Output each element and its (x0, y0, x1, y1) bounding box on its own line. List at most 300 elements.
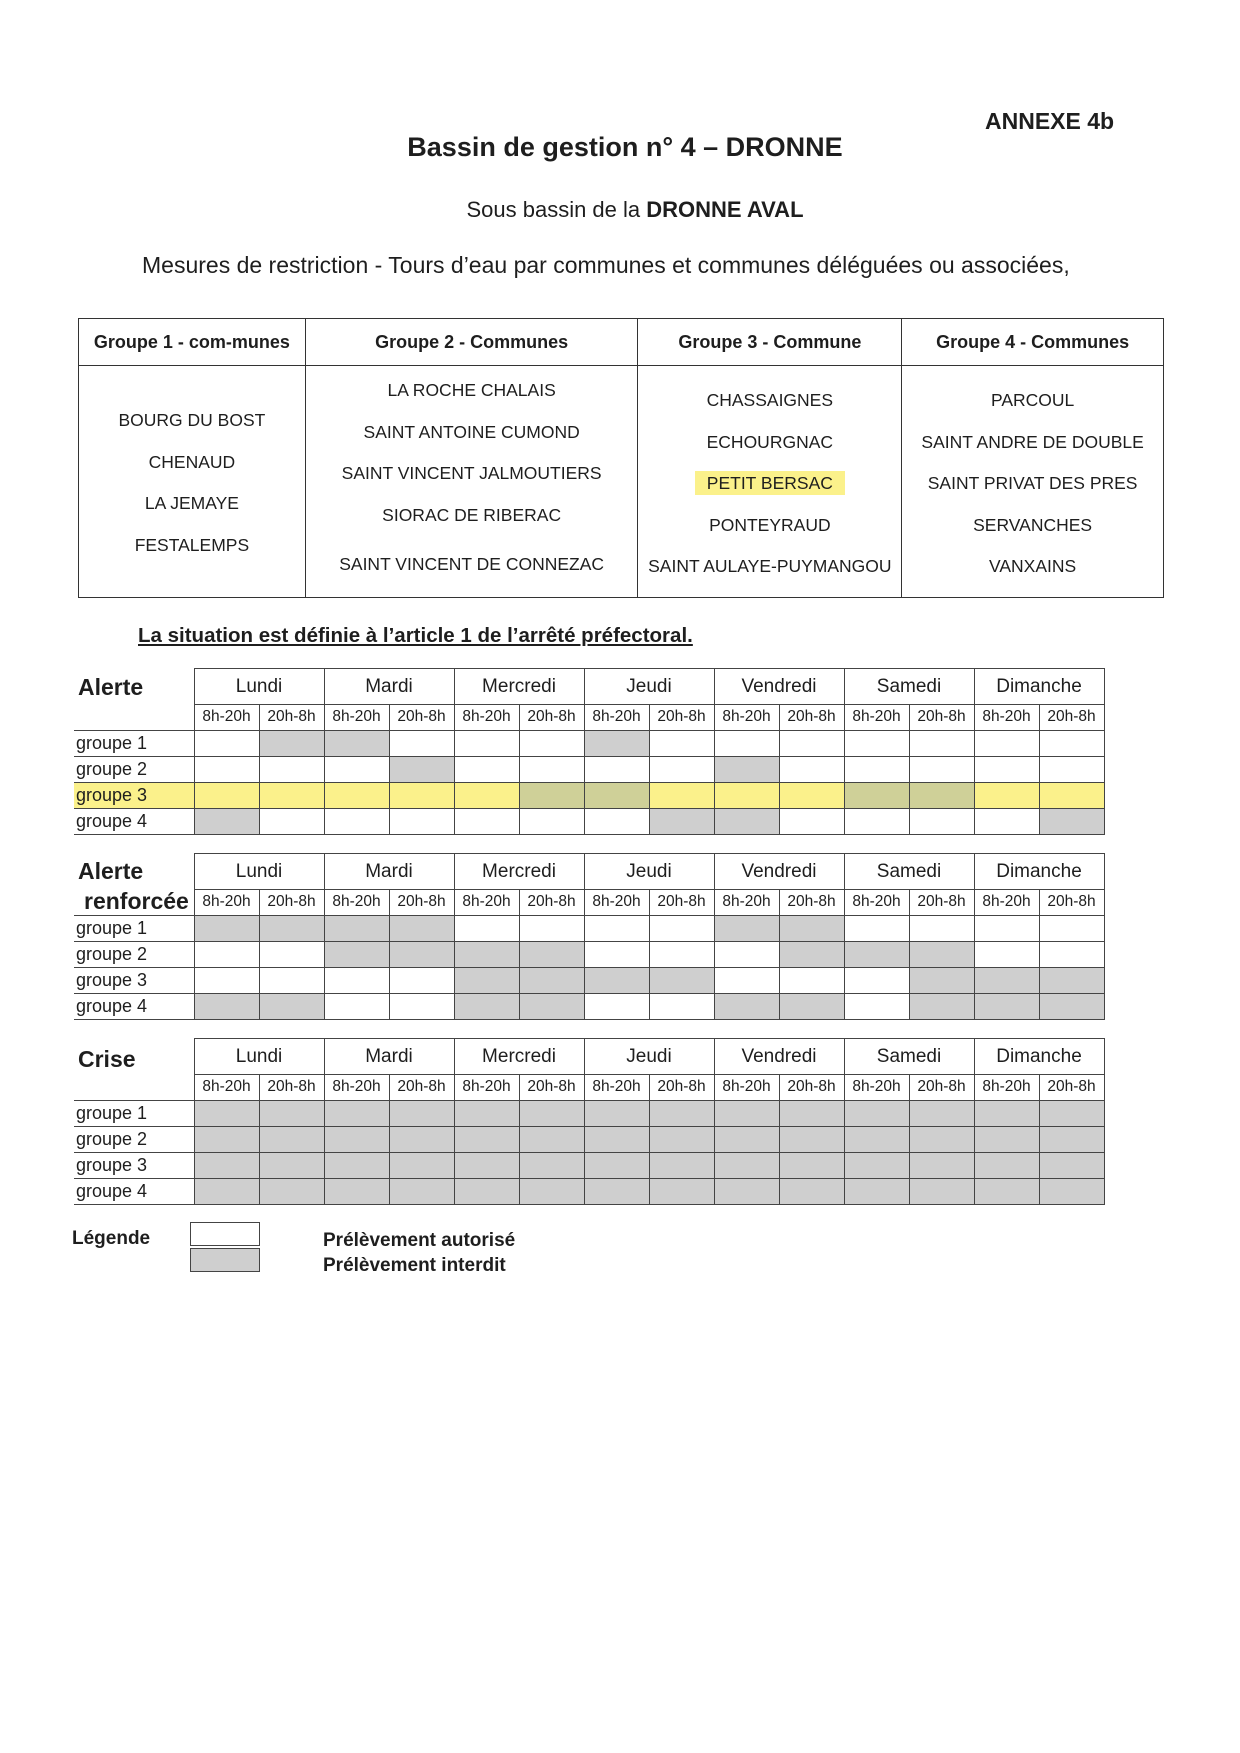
cell-allowed (714, 730, 779, 756)
cell-allowed (389, 782, 454, 808)
cell-allowed (909, 915, 974, 941)
cell-forbidden (324, 1178, 389, 1204)
cell-forbidden (519, 782, 584, 808)
commune: SERVANCHES (973, 514, 1093, 535)
cell-allowed (844, 808, 909, 834)
communes-header-1: Groupe 1 - com-munes (79, 319, 306, 366)
situation-note: La situation est définie à l’article 1 de l’arrêté préfectoral. (138, 624, 693, 647)
group-label: groupe 2 (74, 1126, 194, 1152)
communes-header-3: Groupe 3 - Commune (638, 319, 902, 366)
cell-allowed (649, 730, 714, 756)
cell-allowed (454, 782, 519, 808)
group-label: groupe 2 (74, 941, 194, 967)
group-row (74, 756, 1104, 782)
cell-forbidden (974, 1178, 1039, 1204)
cell-allowed (1039, 756, 1104, 782)
crise-schedule-table (74, 1038, 1105, 1205)
group-label: groupe 4 (74, 993, 194, 1019)
cell-allowed (519, 730, 584, 756)
cell-allowed (974, 782, 1039, 808)
slot-header: 8h-20h (194, 1075, 259, 1101)
page-title: Bassin de gestion n° 4 – DRONNE (407, 132, 843, 162)
cell-allowed (519, 915, 584, 941)
cell-allowed (454, 756, 519, 782)
cell-forbidden (519, 941, 584, 967)
cell-forbidden (779, 993, 844, 1019)
cell-forbidden (649, 1126, 714, 1152)
cell-forbidden (324, 915, 389, 941)
cell-allowed (1039, 915, 1104, 941)
blank-cell (74, 854, 194, 890)
cell-allowed (194, 967, 259, 993)
slot-header: 8h-20h (844, 1075, 909, 1101)
cell-forbidden (1039, 993, 1104, 1019)
group-row (74, 941, 1104, 967)
cell-forbidden (259, 730, 324, 756)
group-row (74, 1126, 1104, 1152)
cell-forbidden (714, 1178, 779, 1204)
commune: SAINT AULAYE-PUYMANGOU (648, 556, 892, 576)
blank-cell (74, 669, 194, 705)
cell-forbidden (909, 1100, 974, 1126)
commune: SAINT VINCENT JALMOUTIERS (341, 463, 602, 483)
cell-forbidden (909, 967, 974, 993)
cell-forbidden (779, 1126, 844, 1152)
cell-allowed (259, 782, 324, 808)
cell-forbidden (194, 1152, 259, 1178)
cell-forbidden (519, 1100, 584, 1126)
day-header: Lundi (194, 854, 324, 890)
cell-forbidden (324, 1152, 389, 1178)
cell-forbidden (974, 1152, 1039, 1178)
cell-allowed (584, 915, 649, 941)
cell-allowed (324, 967, 389, 993)
cell-forbidden (974, 1126, 1039, 1152)
commune: CHASSAIGNES (706, 390, 834, 410)
cell-allowed (519, 756, 584, 782)
day-header: Mercredi (454, 854, 584, 890)
group-row (74, 808, 1104, 834)
cell-forbidden (584, 730, 649, 756)
cell-forbidden (974, 967, 1039, 993)
day-header: Vendredi (714, 1039, 844, 1075)
alerte-renforcee-label-line1: Alerte (78, 858, 144, 884)
cell-forbidden (389, 1178, 454, 1204)
group-4-communes (902, 366, 1164, 598)
cell-allowed (714, 941, 779, 967)
day-header: Jeudi (584, 1039, 714, 1075)
group-row (74, 1178, 1104, 1204)
legend-swatch-forbidden (190, 1248, 260, 1272)
legend-title: Légende (72, 1228, 151, 1249)
cell-forbidden (1039, 1152, 1104, 1178)
cell-allowed (454, 808, 519, 834)
slot-header: 8h-20h (324, 890, 389, 916)
group-row (74, 993, 1104, 1019)
blank-cell (74, 890, 194, 916)
cell-forbidden (909, 993, 974, 1019)
cell-allowed (714, 967, 779, 993)
cell-forbidden (519, 1178, 584, 1204)
cell-forbidden (324, 1126, 389, 1152)
slot-header-row (74, 705, 1104, 731)
group-label: groupe 1 (74, 1100, 194, 1126)
cell-allowed (779, 808, 844, 834)
slot-header: 20h-8h (389, 890, 454, 916)
slot-header: 20h-8h (389, 705, 454, 731)
cell-forbidden (259, 915, 324, 941)
commune: BOURG DU BOST (118, 410, 266, 430)
group-2-communes (305, 366, 638, 598)
cell-forbidden (519, 1126, 584, 1152)
crise-label-line1: Crise (78, 1046, 136, 1072)
cell-forbidden (714, 808, 779, 834)
cell-forbidden (584, 1100, 649, 1126)
slot-header: 8h-20h (974, 705, 1039, 731)
cell-forbidden (714, 915, 779, 941)
cell-allowed (974, 756, 1039, 782)
blank-cell (74, 1039, 194, 1075)
group-label: groupe 3 (74, 782, 194, 808)
cell-allowed (649, 782, 714, 808)
slot-header: 20h-8h (649, 890, 714, 916)
cell-allowed (259, 941, 324, 967)
cell-allowed (389, 967, 454, 993)
cell-forbidden (389, 1126, 454, 1152)
cell-forbidden (324, 1100, 389, 1126)
cell-allowed (714, 782, 779, 808)
subtitle-prefix: Sous bassin de la (466, 197, 647, 222)
cell-forbidden (844, 1152, 909, 1178)
cell-forbidden (454, 1178, 519, 1204)
cell-forbidden (389, 941, 454, 967)
group-row (74, 1100, 1104, 1126)
cell-forbidden (1039, 1126, 1104, 1152)
cell-forbidden (194, 1178, 259, 1204)
cell-forbidden (844, 941, 909, 967)
slot-header: 8h-20h (454, 890, 519, 916)
cell-forbidden (389, 915, 454, 941)
cell-allowed (519, 808, 584, 834)
intro-text: Mesures de restriction - Tours d’eau par communes et communes déléguées ou associées, (142, 252, 1070, 278)
slot-header: 8h-20h (324, 1075, 389, 1101)
group-row (74, 1152, 1104, 1178)
day-header: Vendredi (714, 669, 844, 705)
cell-allowed (324, 993, 389, 1019)
cell-forbidden (1039, 967, 1104, 993)
day-header-row (74, 854, 1104, 890)
day-header: Mardi (324, 1039, 454, 1075)
cell-forbidden (194, 1126, 259, 1152)
slot-header: 20h-8h (389, 1075, 454, 1101)
cell-allowed (584, 756, 649, 782)
slot-header: 8h-20h (584, 890, 649, 916)
blank-cell (74, 1075, 194, 1101)
cell-forbidden (974, 993, 1039, 1019)
cell-allowed (649, 915, 714, 941)
commune: PONTEYRAUD (709, 514, 831, 535)
cell-allowed (1039, 782, 1104, 808)
cell-allowed (974, 730, 1039, 756)
cell-allowed (844, 993, 909, 1019)
slot-header: 8h-20h (454, 705, 519, 731)
communes-header-row (79, 319, 1164, 366)
commune: SAINT VINCENT DE CONNEZAC (339, 554, 605, 574)
cell-forbidden (194, 1100, 259, 1126)
cell-allowed (649, 756, 714, 782)
alerte-renforcee-schedule-table (74, 853, 1105, 1020)
group-label: groupe 4 (74, 1178, 194, 1204)
day-header: Lundi (194, 1039, 324, 1075)
cell-forbidden (259, 1152, 324, 1178)
cell-forbidden (779, 941, 844, 967)
day-header: Jeudi (584, 854, 714, 890)
cell-allowed (584, 993, 649, 1019)
cell-forbidden (259, 1178, 324, 1204)
commune: ECHOURGNAC (706, 431, 834, 452)
cell-forbidden (909, 1126, 974, 1152)
cell-forbidden (779, 915, 844, 941)
cell-forbidden (584, 782, 649, 808)
group-row (74, 782, 1104, 808)
cell-allowed (584, 941, 649, 967)
cell-allowed (584, 808, 649, 834)
cell-allowed (974, 915, 1039, 941)
cell-allowed (909, 730, 974, 756)
cell-allowed (649, 993, 714, 1019)
cell-forbidden (714, 1126, 779, 1152)
blank-cell (74, 705, 194, 731)
day-header: Vendredi (714, 854, 844, 890)
communes-header-2: Groupe 2 - Communes (305, 319, 638, 366)
cell-forbidden (259, 1126, 324, 1152)
cell-forbidden (259, 1100, 324, 1126)
cell-allowed (649, 941, 714, 967)
cell-forbidden (909, 941, 974, 967)
group-row (74, 730, 1104, 756)
highlighted-commune: PETIT BERSAC (695, 471, 845, 495)
slot-header: 8h-20h (974, 890, 1039, 916)
group-row (74, 915, 1104, 941)
cell-forbidden (584, 1152, 649, 1178)
cell-forbidden (194, 808, 259, 834)
cell-forbidden (584, 1178, 649, 1204)
subtitle-bold: DRONNE AVAL (646, 197, 804, 222)
cell-forbidden (324, 730, 389, 756)
commune: FESTALEMPS (134, 534, 250, 555)
day-header: Samedi (844, 669, 974, 705)
cell-forbidden (519, 993, 584, 1019)
day-header: Samedi (844, 854, 974, 890)
communes-header-4: Groupe 4 - Communes (902, 319, 1164, 366)
cell-forbidden (649, 967, 714, 993)
group-row (74, 967, 1104, 993)
slot-header: 20h-8h (779, 705, 844, 731)
cell-allowed (194, 730, 259, 756)
cell-forbidden (649, 1100, 714, 1126)
communes-table (78, 318, 1164, 598)
slot-header: 8h-20h (974, 1075, 1039, 1101)
cell-forbidden (714, 993, 779, 1019)
cell-forbidden (909, 1152, 974, 1178)
slot-header: 20h-8h (909, 890, 974, 916)
slot-header: 8h-20h (584, 1075, 649, 1101)
commune: PARCOUL (990, 390, 1075, 410)
group-label: groupe 1 (74, 730, 194, 756)
commune: SIORAC DE RIBERAC (382, 504, 562, 525)
cell-allowed (389, 808, 454, 834)
cell-allowed (844, 967, 909, 993)
cell-allowed (1039, 941, 1104, 967)
cell-allowed (909, 756, 974, 782)
alerte-label-line1: Alerte (78, 674, 144, 700)
cell-forbidden (844, 782, 909, 808)
cell-allowed (389, 993, 454, 1019)
day-header: Mardi (324, 854, 454, 890)
group-label: groupe 4 (74, 808, 194, 834)
cell-forbidden (584, 1126, 649, 1152)
slot-header: 20h-8h (909, 705, 974, 731)
cell-allowed (844, 730, 909, 756)
legend-forbidden-label: Prélèvement interdit (323, 1255, 506, 1276)
slot-header: 8h-20h (844, 705, 909, 731)
cell-forbidden (454, 941, 519, 967)
group-3-communes (638, 366, 902, 598)
cell-allowed (454, 730, 519, 756)
slot-header: 20h-8h (779, 890, 844, 916)
slot-header: 8h-20h (714, 705, 779, 731)
cell-allowed (259, 756, 324, 782)
cell-forbidden (454, 1100, 519, 1126)
slot-header: 20h-8h (1039, 1075, 1104, 1101)
cell-forbidden (649, 1152, 714, 1178)
slot-header: 8h-20h (454, 1075, 519, 1101)
alerte-schedule-table (74, 668, 1105, 835)
cell-forbidden (519, 967, 584, 993)
slot-header: 20h-8h (649, 705, 714, 731)
cell-forbidden (974, 1100, 1039, 1126)
slot-header: 8h-20h (584, 705, 649, 731)
day-header-row (74, 669, 1104, 705)
cell-allowed (844, 756, 909, 782)
cell-forbidden (584, 967, 649, 993)
cell-forbidden (1039, 1100, 1104, 1126)
cell-forbidden (844, 1100, 909, 1126)
page-subtitle (0, 197, 1240, 223)
cell-allowed (779, 782, 844, 808)
cell-allowed (194, 941, 259, 967)
commune: LA ROCHE CHALAIS (387, 380, 556, 400)
cell-allowed (974, 808, 1039, 834)
cell-forbidden (909, 782, 974, 808)
day-header: Dimanche (974, 669, 1104, 705)
cell-allowed (779, 730, 844, 756)
commune: VANXAINS (989, 556, 1077, 576)
cell-forbidden (519, 1152, 584, 1178)
cell-forbidden (454, 993, 519, 1019)
cell-allowed (844, 915, 909, 941)
commune: SAINT ANDRE DE DOUBLE (921, 431, 1144, 452)
cell-forbidden (454, 1126, 519, 1152)
cell-forbidden (909, 1178, 974, 1204)
slot-header: 20h-8h (909, 1075, 974, 1101)
day-header: Jeudi (584, 669, 714, 705)
cell-allowed (974, 941, 1039, 967)
commune: SAINT ANTOINE CUMOND (363, 421, 580, 442)
slot-header: 8h-20h (714, 1075, 779, 1101)
commune: LA JEMAYE (144, 493, 239, 513)
slot-header: 20h-8h (519, 1075, 584, 1101)
cell-allowed (454, 915, 519, 941)
slot-header: 20h-8h (1039, 705, 1104, 731)
cell-forbidden (389, 1152, 454, 1178)
slot-header: 8h-20h (714, 890, 779, 916)
cell-allowed (324, 808, 389, 834)
slot-header: 20h-8h (519, 890, 584, 916)
slot-header: 20h-8h (519, 705, 584, 731)
slot-header-row (74, 890, 1104, 916)
commune: SAINT PRIVAT DES PRES (927, 473, 1138, 493)
slot-header: 20h-8h (649, 1075, 714, 1101)
slot-header-row (74, 1075, 1104, 1101)
day-header: Mercredi (454, 669, 584, 705)
day-header: Samedi (844, 1039, 974, 1075)
commune: CHENAUD (148, 451, 236, 472)
annex-label: ANNEXE 4b (985, 108, 1115, 134)
cell-allowed (194, 756, 259, 782)
alerte-renforcee-label-line2: renforcée (84, 888, 189, 914)
cell-forbidden (259, 993, 324, 1019)
cell-forbidden (389, 756, 454, 782)
group-label: groupe 3 (74, 1152, 194, 1178)
day-header: Mercredi (454, 1039, 584, 1075)
day-header-row (74, 1039, 1104, 1075)
slot-header: 20h-8h (1039, 890, 1104, 916)
slot-header: 8h-20h (844, 890, 909, 916)
cell-forbidden (714, 756, 779, 782)
group-label: groupe 1 (74, 915, 194, 941)
cell-allowed (324, 782, 389, 808)
cell-allowed (259, 967, 324, 993)
cell-forbidden (389, 1100, 454, 1126)
commune (638, 463, 901, 505)
communes-body-row (79, 366, 1164, 598)
cell-allowed (194, 782, 259, 808)
cell-forbidden (714, 1100, 779, 1126)
cell-forbidden (779, 1100, 844, 1126)
day-header: Dimanche (974, 1039, 1104, 1075)
cell-forbidden (779, 1152, 844, 1178)
day-header: Dimanche (974, 854, 1104, 890)
slot-header: 20h-8h (259, 1075, 324, 1101)
day-header: Lundi (194, 669, 324, 705)
slot-header: 8h-20h (324, 705, 389, 731)
cell-forbidden (714, 1152, 779, 1178)
cell-forbidden (1039, 808, 1104, 834)
slot-header: 8h-20h (194, 705, 259, 731)
cell-forbidden (844, 1178, 909, 1204)
cell-allowed (779, 756, 844, 782)
slot-header: 20h-8h (779, 1075, 844, 1101)
cell-forbidden (779, 1178, 844, 1204)
cell-forbidden (1039, 1178, 1104, 1204)
group-label: groupe 3 (74, 967, 194, 993)
cell-allowed (324, 756, 389, 782)
cell-allowed (389, 730, 454, 756)
slot-header: 20h-8h (259, 705, 324, 731)
cell-allowed (1039, 730, 1104, 756)
slot-header: 8h-20h (194, 890, 259, 916)
